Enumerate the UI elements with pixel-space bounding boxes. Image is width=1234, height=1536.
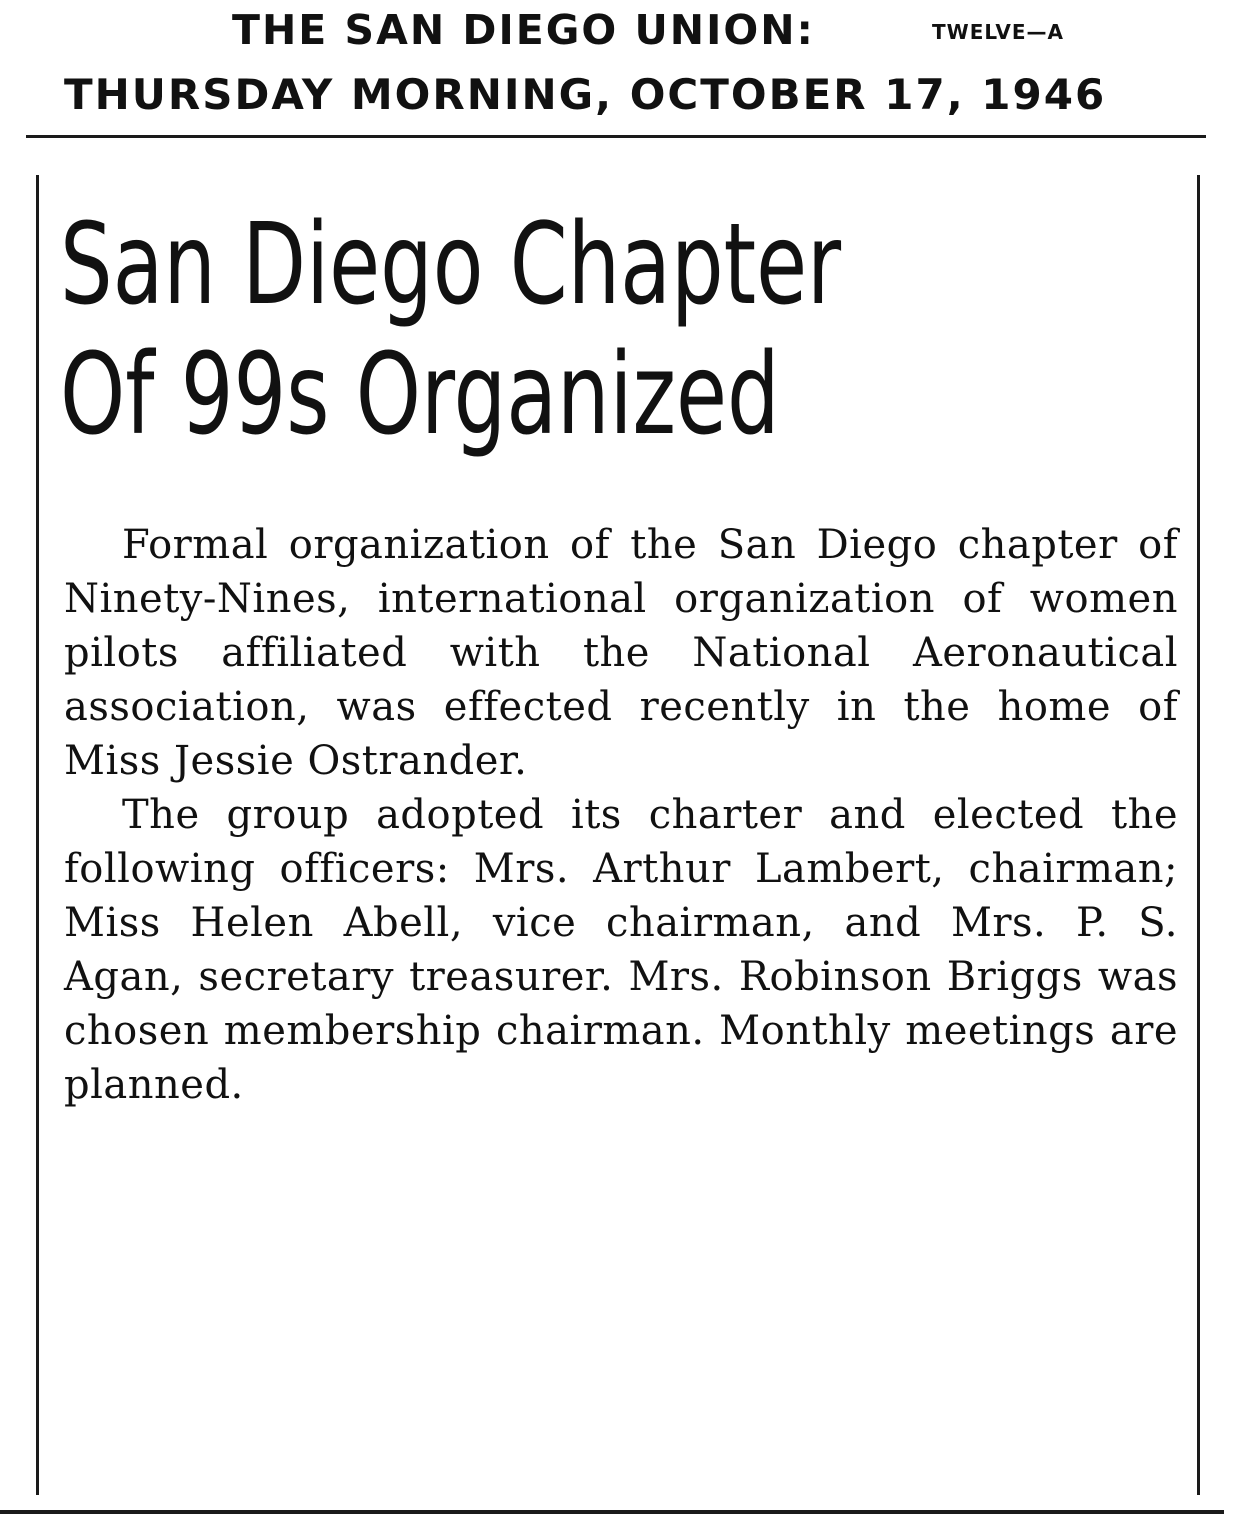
dateline: THURSDAY MORNING, OCTOBER 17, 1946	[64, 70, 1107, 119]
article-body	[64, 518, 1178, 1112]
article-paragraph-2: The group adopted its charter and elected the following officers: Mrs. Arthur Lambert, chairman; Miss Helen Abell, vice chairman, and Mrs. P. S. Agan, secretary treasurer. Mrs. Robinson Briggs was chosen membership chairman. Monthly meetings are planned.	[64, 792, 1178, 1108]
headline	[60, 200, 889, 460]
newspaper-name: THE SAN DIEGO UNION:	[232, 6, 815, 54]
column-rule-right	[1197, 175, 1200, 1495]
headline-line-2: Of 99s Organized	[60, 330, 780, 460]
masthead-rule	[26, 135, 1206, 138]
column-rule-left	[36, 175, 39, 1495]
page-number: TWELVE—A	[932, 20, 1064, 44]
headline-line-1: San Diego Chapter	[60, 200, 842, 330]
bottom-rule	[0, 1510, 1224, 1514]
masthead	[0, 0, 1234, 140]
article-paragraph-1: Formal organization of the San Diego chapter of Ninety-Nines, international organization of women pilots affiliated with the National Aeronautical association, was effected recently in the home of Miss Jessie Ostrander.	[64, 522, 1178, 784]
